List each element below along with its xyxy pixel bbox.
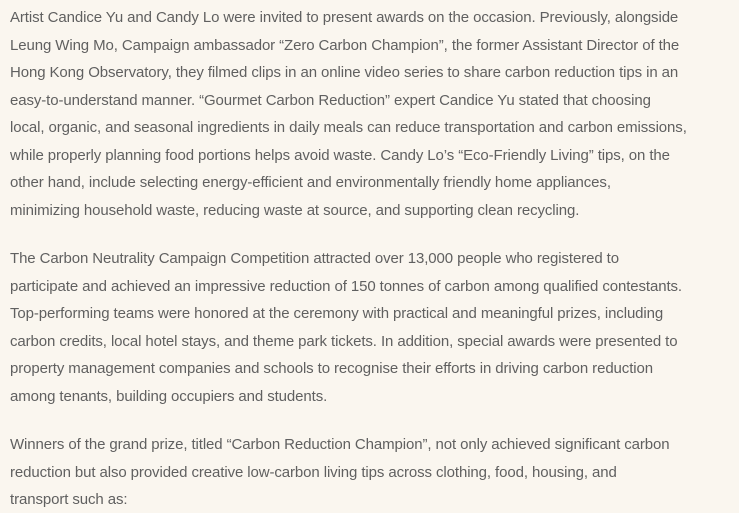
- text-line: Artist Candice Yu and Candy Lo were invited to present awards on the occasion. Previously, alongside: [10, 9, 679, 26]
- text-line: among tenants, building occupiers and students.: [10, 387, 328, 405]
- text-line: The Carbon Neutrality Campaign Competition attracted over 13,000 people who registered to: [10, 250, 619, 267]
- text-line: participate and achieved an impressive reduction of 150 tonnes of carbon among qualified contestants.: [10, 277, 682, 295]
- text-line: easy-to-understand manner. “Gourmet Carbon Reduction” expert Candice Yu stated that choosing: [10, 91, 651, 109]
- text-line: property management companies and schools to recognise their efforts in driving carbon reduction: [10, 360, 653, 377]
- text-line: Hong Kong Observatory, they filmed clips in an online video series to share carbon reduction tips in an: [10, 64, 679, 81]
- paragraph-awards-presenters: [10, 4, 739, 224]
- text-line: other hand, include selecting energy-efficient and environmentally friendly home appliances,: [10, 174, 611, 191]
- text-line: Winners of the grand prize, titled “Carbon Reduction Champion”, not only achieved significant carbon: [10, 436, 670, 453]
- text-line: Top-performing teams were honored at the ceremony with practical and meaningful prizes, including: [10, 305, 664, 322]
- text-line: reduction but also provided creative low-carbon living tips across clothing, food, housing, and: [10, 463, 617, 481]
- text-line: transport such as:: [10, 491, 128, 508]
- text-line: minimizing household waste, reducing waste at source, and supporting clean recycling.: [10, 201, 580, 219]
- text-line: carbon credits, local hotel stays, and theme park tickets. In addition, special awards were presented to: [10, 332, 678, 350]
- paragraph-competition-results: [10, 245, 739, 410]
- text-line: local, organic, and seasonal ingredients in daily meals can reduce transportation and carbon emissions,: [10, 119, 687, 136]
- paragraph-grand-prize-winners: [10, 431, 739, 513]
- text-line: Leung Wing Mo, Campaign ambassador “Zero Carbon Champion”, the former Assistant Director of the: [10, 36, 680, 54]
- text-line: while properly planning food portions helps avoid waste. Candy Lo’s “Eco-Friendly Living” tips, on the: [10, 146, 670, 164]
